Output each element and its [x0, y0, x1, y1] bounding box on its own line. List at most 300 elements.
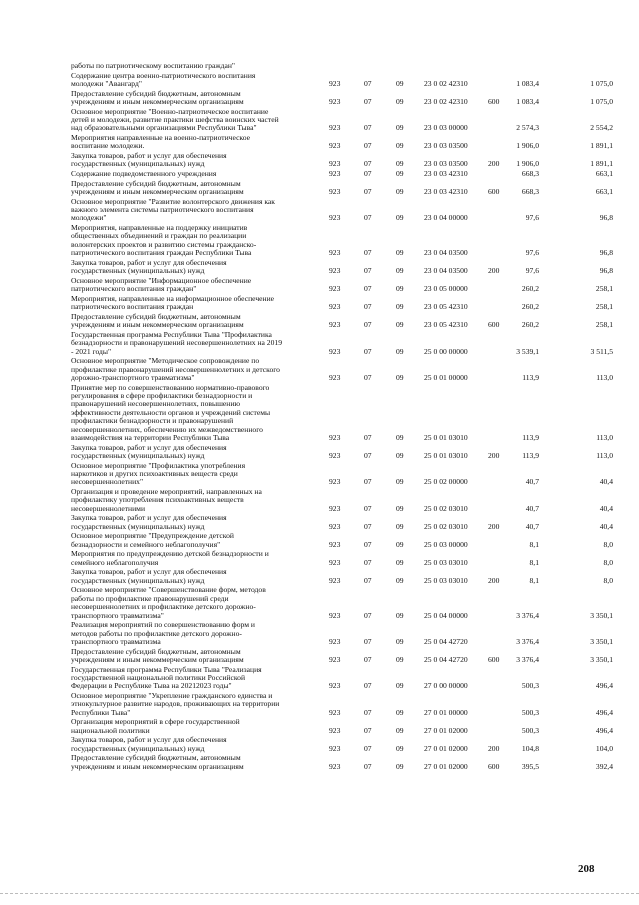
cell-s2: 3 350,1	[590, 636, 613, 646]
cell-adm: 923	[329, 302, 341, 312]
description-line: Закупка товаров, работ и услуг для обеспечения	[71, 151, 227, 160]
cell-s1: 260,2	[521, 302, 539, 312]
cell-rz: 07	[364, 159, 372, 169]
description-line: государственных (муниципальных) нужд	[71, 743, 205, 753]
cell-pr: 09	[396, 159, 404, 169]
cell-vr: 200	[488, 743, 500, 753]
description-line: Предоставление субсидий бюджетным, автономным	[71, 311, 241, 321]
cell-pr: 09	[396, 610, 404, 620]
table-row	[0, 586, 639, 620]
cell-pr: 09	[396, 636, 404, 646]
cell-pr: 09	[396, 266, 404, 276]
cell-adm: 923	[329, 575, 341, 585]
cell-s1: 260,2	[521, 320, 539, 330]
description-line: профилактику употребления психоактивных веществ	[71, 495, 244, 505]
cell-adm: 923	[329, 346, 341, 356]
description-line: несовершеннолетних"	[71, 477, 144, 487]
table-row	[0, 134, 639, 151]
description-line: Предоставление субсидий бюджетным, автономным	[71, 88, 241, 98]
cell-csr: 23 0 05 42310	[424, 302, 468, 312]
description-line: взаимодействия на территории Республики Тыва	[71, 433, 230, 443]
cell-s1: 40,7	[525, 477, 539, 487]
row-description	[71, 180, 321, 197]
cell-pr: 09	[396, 654, 404, 664]
cell-s2: 40,4	[599, 477, 613, 487]
cell-s2: 258,1	[595, 302, 613, 312]
description-line: патриотического воспитания граждан	[71, 302, 194, 312]
cell-s1: 113,9	[522, 372, 539, 382]
row-description	[71, 277, 321, 294]
cell-adm: 923	[329, 432, 341, 442]
cell-s2: 3 350,1	[590, 654, 613, 664]
cell-csr: 23 0 03 42310	[424, 186, 468, 196]
table-row	[0, 90, 639, 107]
table-row	[0, 462, 639, 487]
cell-s2: 113,0	[596, 432, 613, 442]
cell-s1: 668,3	[521, 186, 539, 196]
description-line: несовершеннолетними	[71, 503, 146, 513]
cell-csr: 25 0 04 42720	[424, 636, 468, 646]
cell-s1: 1 083,4	[516, 78, 539, 88]
row-description	[71, 295, 321, 312]
cell-s1: 1 906,0	[516, 141, 539, 151]
cell-csr: 23 0 04 00000	[424, 213, 468, 223]
cell-adm: 923	[329, 521, 341, 531]
row-description	[71, 621, 321, 646]
description-line: Закупка товаров, работ и услуг для обеспечения	[71, 442, 227, 452]
cell-s2: 96,8	[599, 248, 613, 258]
cell-adm: 923	[329, 654, 341, 664]
table-row	[0, 514, 639, 531]
cell-vr: 200	[488, 450, 500, 460]
description-line: учреждениям и иным некоммерческим организациям	[71, 320, 244, 330]
cell-s1: 97,6	[525, 266, 539, 276]
cell-csr: 23 0 02 42310	[424, 78, 468, 88]
description-line: Закупка товаров, работ и услуг для обеспечения	[71, 567, 227, 577]
cell-csr: 25 0 01 03010	[424, 450, 468, 460]
cell-vr: 200	[488, 521, 500, 531]
table-row	[0, 170, 639, 178]
table-row	[0, 488, 639, 513]
description-line: над образовательными организациями Республики Тыва"	[71, 123, 257, 133]
cell-csr: 25 0 01 03010	[424, 432, 468, 442]
cell-pr: 09	[396, 575, 404, 585]
description-line: этнокультурное развитие народов, проживающих на территории	[71, 699, 280, 709]
cell-vr: 600	[488, 96, 500, 106]
cell-rz: 07	[364, 123, 372, 133]
row-description	[71, 514, 321, 531]
description-line: воспитание молодежи.	[71, 141, 145, 151]
description-line: Основное мероприятие "Методическое сопровождение по	[71, 356, 260, 366]
row-description	[71, 134, 321, 151]
description-line: транспортного травматизма	[71, 637, 161, 646]
table-row	[0, 259, 639, 276]
row-description	[71, 736, 321, 753]
cell-s1: 260,2	[521, 284, 539, 294]
description-line: Содержание подведомственного учреждения	[71, 169, 217, 178]
cell-adm: 923	[329, 477, 341, 487]
cell-csr: 27 0 01 02000	[424, 761, 468, 771]
cell-csr: 27 0 01 02000	[424, 725, 468, 735]
cell-rz: 07	[364, 141, 372, 151]
description-line: государственных (муниципальных) нужд	[71, 266, 205, 276]
description-line: государственных (муниципальных) нужд	[71, 451, 205, 460]
row-description	[71, 357, 321, 382]
cell-adm: 923	[329, 725, 341, 735]
cell-pr: 09	[396, 521, 404, 531]
cell-adm: 923	[329, 450, 341, 460]
cell-s2: 3 511,5	[590, 346, 613, 356]
cell-s2: 1 891,1	[590, 159, 613, 169]
cell-adm: 923	[329, 168, 341, 178]
cell-s1: 1 906,0	[516, 159, 539, 169]
cell-rz: 07	[364, 266, 372, 276]
cell-s2: 392,4	[595, 761, 613, 771]
cell-s2: 258,1	[595, 320, 613, 330]
cell-pr: 09	[396, 248, 404, 258]
cell-csr: 25 0 01 00000	[424, 372, 468, 382]
table-row	[0, 62, 639, 70]
table-row	[0, 550, 639, 567]
cell-adm: 923	[329, 743, 341, 753]
cell-s2: 663,1	[595, 186, 613, 196]
description-line: безнадзорности и семейного неблагополучия"	[71, 539, 221, 549]
cell-pr: 09	[396, 477, 404, 487]
cell-s1: 97,6	[525, 213, 539, 223]
cell-pr: 09	[396, 96, 404, 106]
row-description	[71, 152, 321, 169]
cell-csr: 27 0 00 00000	[424, 681, 468, 691]
cell-s2: 104,0	[595, 743, 613, 753]
cell-rz: 07	[364, 477, 372, 487]
cell-rz: 07	[364, 284, 372, 294]
table-row	[0, 313, 639, 330]
cell-s2: 3 350,1	[590, 610, 613, 620]
cell-rz: 07	[364, 450, 372, 460]
cell-rz: 07	[364, 636, 372, 646]
description-line: Основное мероприятие "Информационное обеспечение	[71, 275, 252, 285]
table-row	[0, 648, 639, 665]
row-description	[71, 550, 321, 567]
cell-pr: 09	[396, 432, 404, 442]
description-line: общественных объединений и граждан по реализации	[71, 231, 247, 241]
cell-csr: 25 0 04 42720	[424, 654, 468, 664]
description-line: Мероприятия направленные на военно-патриотическое	[71, 133, 250, 142]
cell-pr: 09	[396, 372, 404, 382]
description-line: профилактики безнадзорности и правонарушений	[71, 416, 234, 426]
description-line: Реализация мероприятий по совершенствованию форм и	[71, 620, 255, 630]
description-line: Мероприятия, направленные на информационное обеспечение	[71, 293, 275, 303]
table-row	[0, 152, 639, 169]
cell-s2: 496,4	[595, 725, 613, 735]
cell-vr: 600	[488, 186, 500, 196]
row-description	[71, 754, 321, 771]
description-line: Предоставление субсидий бюджетным, автономным	[71, 753, 241, 763]
cell-vr: 200	[488, 159, 500, 169]
description-line: Основное мероприятие "Совершенствование форм, методов	[71, 585, 266, 595]
cell-pr: 09	[396, 78, 404, 88]
cell-pr: 09	[396, 186, 404, 196]
cell-csr: 23 0 03 00000	[424, 123, 468, 133]
cell-s2: 2 554,2	[590, 123, 613, 133]
cell-pr: 09	[396, 320, 404, 330]
row-description	[71, 259, 321, 276]
cell-csr: 23 0 03 03500	[424, 159, 468, 169]
cell-rz: 07	[364, 707, 372, 717]
cell-csr: 25 0 02 00000	[424, 477, 468, 487]
cell-rz: 07	[364, 432, 372, 442]
description-line: учреждениям и иным некоммерческим организациям	[71, 655, 244, 664]
description-line: учреждениям и иным некоммерческим организациям	[71, 187, 244, 196]
cell-rz: 07	[364, 78, 372, 88]
description-line: Федерации в Республике Тыва на 20212023 годы"	[71, 681, 232, 691]
cell-pr: 09	[396, 450, 404, 460]
row-description	[71, 718, 321, 735]
description-line: Организация мероприятий в сфере государственной	[71, 717, 240, 727]
description-line: Основное мероприятие "Развитие волонтерского движения как	[71, 196, 275, 206]
cell-vr: 600	[488, 320, 500, 330]
row-description	[71, 532, 321, 549]
description-line: дорожно-транспортного травматизма"	[71, 373, 195, 382]
description-line: национальной политики	[71, 725, 150, 735]
cell-s1: 113,9	[522, 450, 539, 460]
table-row	[0, 532, 639, 549]
cell-pr: 09	[396, 725, 404, 735]
row-description	[71, 62, 321, 70]
cell-s2: 496,4	[595, 681, 613, 691]
cell-s1: 668,3	[521, 168, 539, 178]
cell-rz: 07	[364, 610, 372, 620]
cell-pr: 09	[396, 141, 404, 151]
cell-adm: 923	[329, 681, 341, 691]
cell-adm: 923	[329, 761, 341, 771]
row-description	[71, 384, 321, 443]
description-line: Основное мероприятие "Профилактика употребления	[71, 460, 246, 470]
cell-rz: 07	[364, 575, 372, 585]
description-line: Закупка товаров, работ и услуг для обеспечения	[71, 735, 227, 745]
cell-s2: 663,1	[595, 168, 613, 178]
cell-rz: 07	[364, 521, 372, 531]
cell-s1: 500,3	[521, 681, 539, 691]
table-row	[0, 666, 639, 691]
cell-rz: 07	[364, 320, 372, 330]
table-row	[0, 754, 639, 771]
cell-vr: 200	[488, 575, 500, 585]
description-line: детей и молодежи, развитие практики шефства воинских частей	[71, 115, 279, 124]
cell-s2: 1 891,1	[590, 141, 613, 151]
description-line: волонтерских проектов и развитию системы гражданско-	[71, 239, 257, 249]
table-row	[0, 72, 639, 89]
cell-pr: 09	[396, 123, 404, 133]
cell-vr: 600	[488, 654, 500, 664]
cell-csr: 23 0 03 42310	[424, 168, 468, 178]
cell-s2: 113,0	[596, 450, 613, 460]
description-line: молодежи "Авангард"	[71, 79, 142, 88]
cell-pr: 09	[396, 681, 404, 691]
description-line: государственных (муниципальных) нужд	[71, 575, 205, 585]
description-line: Мероприятия по предупреждению детской безнадзорности и	[71, 549, 269, 559]
row-description	[71, 108, 321, 133]
cell-adm: 923	[329, 248, 341, 258]
description-line: учреждениям и иным некоммерческим организациям	[71, 97, 244, 106]
cell-adm: 923	[329, 372, 341, 382]
description-line: учреждениям и иным некоммерческим организациям	[71, 761, 244, 771]
table-row	[0, 357, 639, 382]
cell-rz: 07	[364, 186, 372, 196]
description-line: Основное мероприятие "Военно-патриотическое воспитание	[71, 106, 269, 116]
cell-csr: 27 0 01 00000	[424, 707, 468, 717]
cell-rz: 07	[364, 654, 372, 664]
cell-adm: 923	[329, 503, 341, 513]
cell-s1: 3 376,4	[516, 610, 539, 620]
cell-adm: 923	[329, 636, 341, 646]
description-line: Основное мероприятие "Укрепление гражданского единства и	[71, 691, 273, 700]
cell-s1: 8,1	[529, 557, 539, 567]
cell-s2: 96,8	[599, 266, 613, 276]
row-description	[71, 692, 321, 717]
description-line: Мероприятия, направленные на поддержку инициатив	[71, 223, 248, 232]
cell-s2: 8,0	[603, 575, 613, 585]
description-line: Закупка товаров, работ и услуг для обеспечения	[71, 513, 227, 523]
cell-adm: 923	[329, 96, 341, 106]
cell-s2: 8,0	[603, 557, 613, 567]
cell-rz: 07	[364, 346, 372, 356]
table-row	[0, 331, 639, 356]
cell-s2: 40,4	[599, 521, 613, 531]
description-line: профилактике правонарушений несовершеннолетних и детского	[71, 364, 280, 374]
cell-s2: 258,1	[595, 284, 613, 294]
description-line: - 2021 годы"	[71, 346, 112, 356]
table-row	[0, 444, 639, 461]
cell-pr: 09	[396, 557, 404, 567]
cell-s1: 40,7	[525, 521, 539, 531]
description-line: Основное мероприятие "Предупреждение детской	[71, 531, 234, 541]
description-line: патриотического воспитания граждан"	[71, 284, 197, 294]
table-row	[0, 295, 639, 312]
cell-pr: 09	[396, 168, 404, 178]
cell-s2: 40,4	[599, 503, 613, 513]
cell-adm: 923	[329, 141, 341, 151]
cell-csr: 27 0 01 02000	[424, 743, 468, 753]
cell-adm: 923	[329, 539, 341, 549]
description-line: несовершеннолетних, обеспечению их межведомственного	[71, 424, 263, 434]
row-description	[71, 72, 321, 89]
cell-adm: 923	[329, 610, 341, 620]
table-row	[0, 108, 639, 133]
cell-pr: 09	[396, 346, 404, 356]
description-line: Республики Тыва"	[71, 707, 131, 717]
cell-csr: 25 0 03 00000	[424, 539, 468, 549]
cell-csr: 23 0 05 42310	[424, 320, 468, 330]
cell-adm: 923	[329, 320, 341, 330]
description-line: семейного неблагополучия	[71, 557, 159, 567]
cell-adm: 923	[329, 557, 341, 567]
cell-s2: 113,0	[596, 372, 613, 382]
cell-s2: 1 075,0	[590, 78, 613, 88]
description-line: Организация и проведение мероприятий, направленных на	[71, 487, 262, 496]
cell-adm: 923	[329, 159, 341, 169]
description-line: Предоставление субсидий бюджетным, автономным	[71, 646, 241, 656]
cell-adm: 923	[329, 707, 341, 717]
cell-rz: 07	[364, 743, 372, 753]
cell-pr: 09	[396, 302, 404, 312]
cell-rz: 07	[364, 248, 372, 258]
cell-rz: 07	[364, 168, 372, 178]
description-line: молодежи"	[71, 213, 107, 223]
cell-s2: 496,4	[595, 707, 613, 717]
description-line: правонарушений несовершеннолетних, повышению	[71, 399, 241, 409]
row-description	[71, 586, 321, 620]
row-description	[71, 444, 321, 461]
description-line: транспортного травматизма"	[71, 610, 164, 620]
cell-csr: 25 0 03 03010	[424, 557, 468, 567]
table-row	[0, 224, 639, 258]
cell-adm: 923	[329, 213, 341, 223]
description-line: регулирования в сфере профилактики безнадзорности и	[71, 391, 253, 400]
description-line: государственных (муниципальных) нужд	[71, 521, 205, 531]
description-line: важного элемента системы патриотического воспитания	[71, 205, 254, 214]
row-description	[71, 224, 321, 258]
page-number: 208	[578, 863, 595, 875]
table-row	[0, 180, 639, 197]
cell-s1: 113,9	[522, 432, 539, 442]
row-description	[71, 331, 321, 356]
row-description	[71, 488, 321, 513]
cell-csr: 25 0 03 03010	[424, 575, 468, 585]
row-description	[71, 313, 321, 330]
description-line: работы по профилактике правонарушений среди	[71, 593, 229, 603]
cell-rz: 07	[364, 372, 372, 382]
cell-s1: 395,5	[521, 761, 539, 771]
cell-s1: 3 376,4	[516, 654, 539, 664]
cell-adm: 923	[329, 123, 341, 133]
cell-rz: 07	[364, 681, 372, 691]
row-description	[71, 568, 321, 585]
table-row	[0, 198, 639, 223]
table-row	[0, 277, 639, 294]
description-line: Государственная программа Республики Тыва "Реализация	[71, 664, 262, 674]
description-line: несовершеннолетних и профилактике детского дорожно-	[71, 602, 256, 612]
cell-rz: 07	[364, 725, 372, 735]
cell-pr: 09	[396, 743, 404, 753]
row-description	[71, 198, 321, 223]
row-description	[71, 666, 321, 691]
row-description	[71, 462, 321, 487]
description-line: патриотического воспитания граждан Республики Тыва	[71, 248, 252, 258]
table-row	[0, 568, 639, 585]
row-description	[71, 170, 321, 178]
cell-s1: 3 539,1	[516, 346, 539, 356]
cell-s1: 2 574,3	[516, 123, 539, 133]
cell-rz: 07	[364, 761, 372, 771]
page-bottom-edge	[0, 893, 639, 894]
cell-s1: 97,6	[525, 248, 539, 258]
cell-adm: 923	[329, 266, 341, 276]
cell-pr: 09	[396, 503, 404, 513]
cell-pr: 09	[396, 213, 404, 223]
cell-rz: 07	[364, 503, 372, 513]
cell-s2: 96,8	[599, 213, 613, 223]
description-line: Принятие мер по совершенствованию нормативно-правового	[71, 382, 270, 392]
cell-adm: 923	[329, 78, 341, 88]
cell-pr: 09	[396, 539, 404, 549]
row-description	[71, 648, 321, 665]
description-line: Предоставление субсидий бюджетным, автономным	[71, 178, 241, 188]
table-row	[0, 621, 639, 646]
cell-csr: 25 0 02 03010	[424, 503, 468, 513]
cell-rz: 07	[364, 302, 372, 312]
cell-adm: 923	[329, 186, 341, 196]
